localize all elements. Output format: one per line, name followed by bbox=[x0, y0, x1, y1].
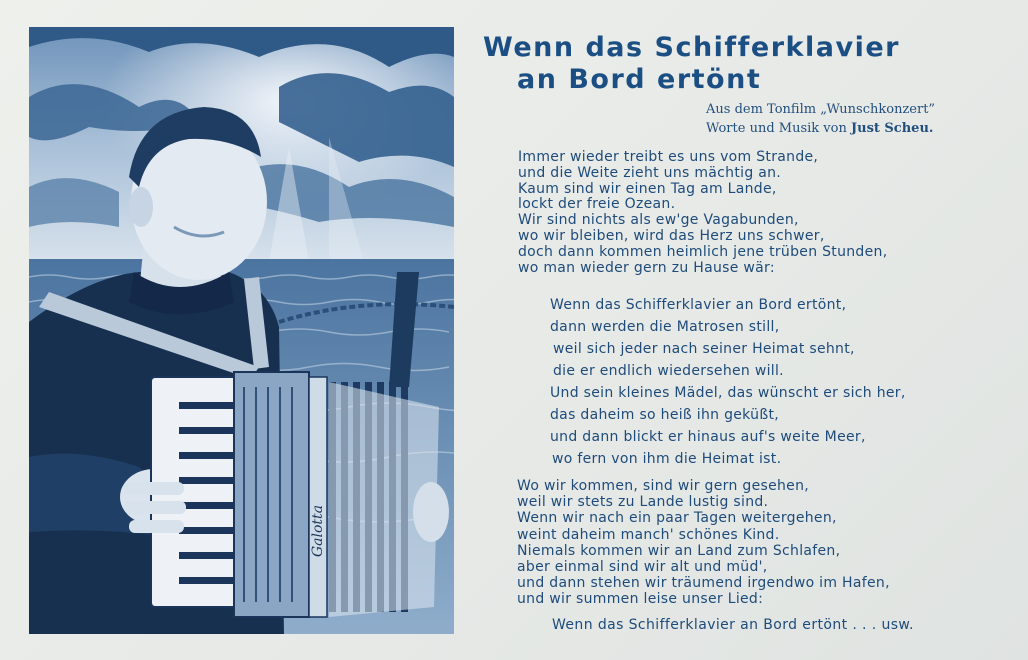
verse-line: lockt der freie Ozean. bbox=[518, 196, 676, 213]
verse-1 bbox=[518, 150, 887, 276]
refrain-line: das daheim so heiß ihn geküßt, bbox=[550, 407, 779, 423]
song-title-line-2: an Bord ertönt bbox=[517, 64, 762, 95]
song-credits bbox=[706, 100, 935, 138]
refrain-line: weil sich jeder nach seiner Heimat sehnt, bbox=[553, 341, 855, 357]
verse-line: Wenn wir nach ein paar Tagen weitergehen, bbox=[517, 510, 837, 527]
verse-line: und die Weite zieht uns mächtig an. bbox=[518, 164, 782, 181]
refrain bbox=[550, 294, 906, 470]
verse-line: doch dann kommen heimlich jene trüben Stunden, bbox=[518, 243, 888, 260]
verse-line: wo man wieder gern zu Hause wär: bbox=[518, 259, 775, 276]
refrain-line: und dann blickt er hinaus auf's weite Meer, bbox=[550, 429, 866, 445]
accordion-icon bbox=[151, 372, 439, 617]
refrain-line: Und sein kleines Mädel, das wünscht er sich her, bbox=[550, 385, 906, 401]
author-prefix: Worte und Musik von bbox=[706, 121, 851, 136]
verse-line: weint daheim manch' schönes Kind. bbox=[517, 526, 780, 543]
verse-line: Wo wir kommen, sind wir gern gesehen, bbox=[517, 478, 810, 494]
author-name: Just Scheu. bbox=[850, 121, 934, 136]
author-line bbox=[706, 119, 935, 138]
refrain-line: dann werden die Matrosen still, bbox=[550, 319, 780, 335]
verse-line: Wir sind nichts als ew'ge Vagabunden, bbox=[518, 212, 799, 229]
verse-line: Immer wieder treibt es uns vom Strande, bbox=[518, 149, 819, 165]
sailor-accordion-photo bbox=[29, 27, 454, 634]
verse-line: Niemals kommen wir an Land zum Schlafen, bbox=[517, 542, 841, 559]
film-source: Aus dem Tonfilm „Wunschkonzert” bbox=[706, 102, 936, 117]
closing-refrain-line: Wenn das Schifferklavier an Bord ertönt . . . usw. bbox=[552, 617, 914, 633]
verse-line: und wir summen leise unser Lied: bbox=[517, 591, 764, 608]
refrain-line: wo fern von ihm die Heimat ist. bbox=[552, 451, 782, 467]
photo-illustration bbox=[29, 27, 454, 634]
verse-line: weil wir stets zu Lande lustig sind. bbox=[517, 494, 769, 511]
refrain-line: Wenn das Schifferklavier an Bord ertönt, bbox=[550, 297, 847, 313]
song-title-line-1: Wenn das Schifferklavier bbox=[483, 32, 900, 63]
accordion-brand-label: Galotta bbox=[310, 504, 326, 557]
refrain-line: die er endlich wiedersehen will. bbox=[553, 363, 784, 379]
verse-line: und dann stehen wir träumend irgendwo im Hafen, bbox=[517, 575, 890, 592]
verse-line: aber einmal sind wir alt und müd', bbox=[517, 558, 768, 575]
verse-2 bbox=[517, 478, 890, 608]
verse-line: Kaum sind wir einen Tag am Lande, bbox=[518, 180, 777, 197]
verse-line: wo wir bleiben, wird das Herz uns schwer, bbox=[518, 227, 825, 244]
